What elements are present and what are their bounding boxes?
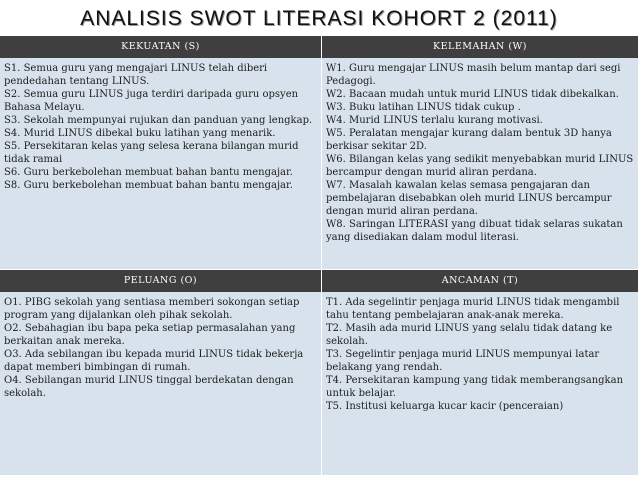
list-item: S1. Semua guru yang mengajari LINUS telah diberi pendedahan tentang LINUS.: [4, 63, 268, 87]
list-item: T2. Masih ada murid LINUS yang selalu tidak datang ke sekolah.: [326, 323, 613, 347]
list-item: W7. Masalah kawalan kelas semasa pengajaran dan pembelajaran disebabkan oleh murid LINUS bercampur dengan murid aliran perdana.: [326, 180, 612, 217]
list-item: W6. Bilangan kelas yang sedikit menyebabkan murid LINUS bercampur dengan murid aliran perdana.: [326, 154, 634, 178]
list-item: S5. Persekitaran kelas yang selesa kerana bilangan murid tidak ramai: [4, 141, 299, 165]
list-item: W3. Buku latihan LINUS tidak cukup .: [326, 102, 521, 113]
opportunities-list: [4, 296, 316, 400]
list-item: W8. Saringan LITERASI yang dibuat tidak selaras sukatan yang disediakan dalam modul literasi.: [326, 219, 623, 243]
swot-table: [0, 36, 638, 475]
opportunities-header: PELUANG (O): [0, 270, 321, 292]
strengths-list: [4, 62, 316, 192]
list-item: T4. Persekitaran kampung yang tidak memberangsangkan untuk belajar.: [326, 375, 624, 399]
list-item: S4. Murid LINUS dibekal buku latihan yang menarik.: [4, 128, 276, 139]
list-item: T1. Ada segelintir penjaga murid LINUS tidak mengambil tahu tentang pembelajaran anak-anak mereka.: [326, 297, 620, 321]
page-title: ANALISIS SWOT LITERASI KOHORT 2 (2011): [80, 7, 558, 30]
threats-header: ANCAMAN (T): [322, 270, 638, 292]
list-item: W2. Bacaan mudah untuk murid LINUS tidak dibekalkan.: [326, 89, 619, 100]
list-item: O3. Ada sebilangan ibu kepada murid LINUS tidak bekerja dapat memberi bimbingan di rumah.: [4, 349, 304, 373]
list-item: O4. Sebilangan murid LINUS tinggal berdekatan dengan sekolah.: [4, 375, 294, 399]
list-item: W4. Murid LINUS terlalu kurang motivasi.: [326, 115, 543, 126]
list-item: T3. Segelintir penjaga murid LINUS mempunyai latar belakang yang rendah.: [326, 349, 600, 373]
list-item: W1. Guru mengajar LINUS masih belum mantap dari segi Pedagogi.: [326, 63, 621, 87]
threats-list: [326, 296, 636, 413]
list-item: W5. Peralatan mengajar kurang dalam bentuk 3D hanya berkisar sekitar 2D.: [326, 128, 612, 152]
list-item: T5. Institusi keluarga kucar kacir (penceraian): [326, 401, 564, 412]
list-item: O1. PIBG sekolah yang sentiasa memberi sokongan setiap program yang dijalankan oleh pihak sekolah.: [4, 297, 300, 321]
list-item: S6. Guru berkebolehan membuat bahan bantu mengajar.: [4, 167, 293, 178]
weaknesses-list: [326, 62, 636, 244]
list-item: S8. Guru berkebolehan membuat bahan bantu mengajar.: [4, 180, 293, 191]
column-divider: [321, 36, 322, 475]
weaknesses-header: KELEMAHAN (W): [322, 36, 638, 58]
list-item: S2. Semua guru LINUS juga terdiri daripada guru opsyen Bahasa Melayu.: [4, 89, 299, 113]
list-item: O2. Sebahagian ibu bapa peka setiap permasalahan yang berkaitan anak mereka.: [4, 323, 296, 347]
row-divider: [0, 269, 638, 270]
strengths-header: KEKUATAN (S): [0, 36, 321, 58]
list-item: S3. Sekolah mempunyai rujukan dan panduan yang lengkap.: [4, 115, 313, 126]
